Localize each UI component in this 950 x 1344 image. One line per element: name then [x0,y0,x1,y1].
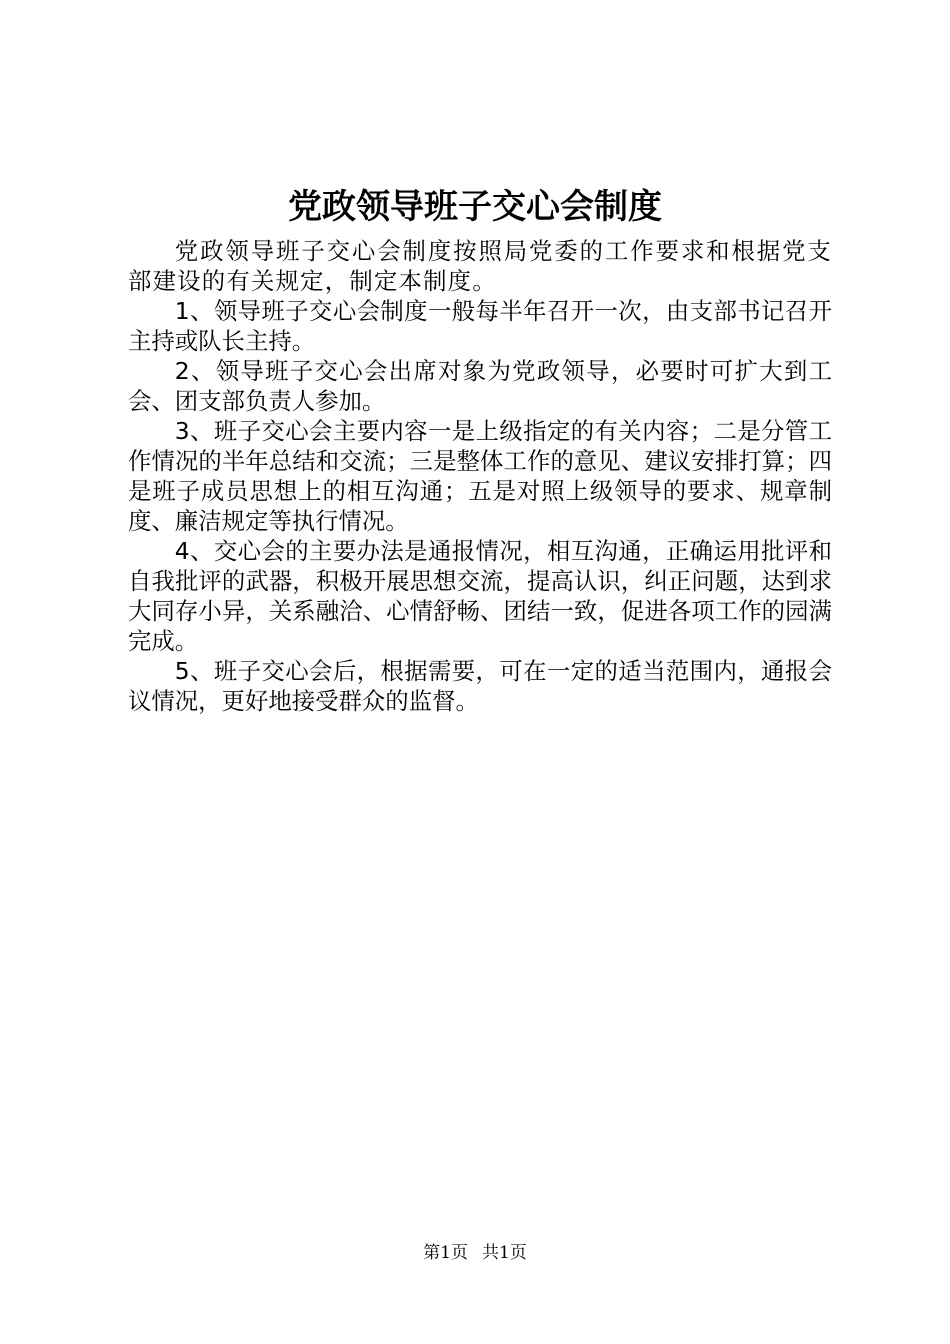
paragraph-2: 2、领导班子交心会出席对象为党政领导，必要时可扩大到工会、团支部负责人参加。 [128,357,832,415]
paragraph-4: 4、交心会的主要办法是通报情况，相互沟通，正确运用批评和自我批评的武器，积极开展思想交流，提高认识，纠正问题，达到求大同存小异，关系融洽、心情舒畅、团结一致，促进各项工作的园满完成。 [128,537,832,655]
paragraph-5: 5、班子交心会后，根据需要，可在一定的适当范围内，通报会议情况，更好地接受群众的监督。 [128,657,832,715]
page-total: 共1页 [482,1243,527,1263]
page-number: 第1页 [423,1243,468,1263]
document-body [128,236,832,716]
paragraph-1: 1、领导班子交心会制度一般每半年召开一次，由支部书记召开主持或队长主持。 [128,297,832,355]
intro-paragraph: 党政领导班子交心会制度按照局党委的工作要求和根据党支部建设的有关规定，制定本制度。 [128,237,832,295]
page-footer [0,1241,950,1265]
document-title: 党政领导班子交心会制度 [288,187,662,227]
paragraph-3: 3、班子交心会主要内容一是上级指定的有关内容；二是分管工作情况的半年总结和交流；三是整体工作的意见、建议安排打算；四是班子成员思想上的相互沟通；五是对照上级领导的要求、规章制度、廉洁规定等执行情况。 [128,417,832,535]
